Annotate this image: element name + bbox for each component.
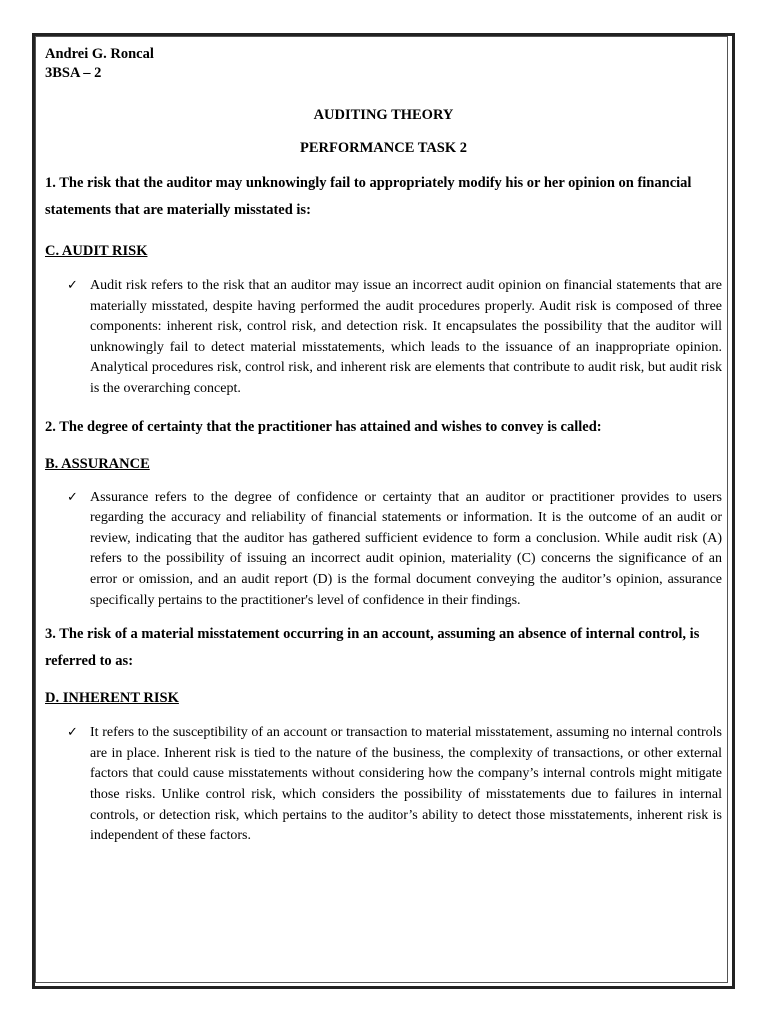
- author-section: 3BSA – 2: [45, 65, 102, 81]
- explanation-3: [45, 723, 722, 847]
- check-mark-icon: ✓: [67, 489, 78, 505]
- explanation-1-text: Audit risk refers to the risk that an auditor may issue an incorrect audit opinion on financial statements that are materially misstated, despite having performed the audit procedures properly. Audit risk is composed of three components: inherent risk, control risk, and detection risk. It encapsulates the possibility that the auditor will unknowingly fail to detect material misstatements, which leads to the issuance of an inappropriate opinion. Analytical procedures risk, control risk, and inherent risk are elements that contribute to audit risk, but audit risk is the overarching concept.: [90, 278, 722, 396]
- course-title: AUDITING THEORY: [313, 107, 454, 123]
- check-mark-icon: ✓: [67, 278, 78, 293]
- answer-3: D. INHERENT RISK: [45, 690, 179, 707]
- document-page: [45, 45, 722, 847]
- explanation-3-text: It refers to the susceptibility of an account or transaction to material misstatement, assuming no internal controls are in place. Inherent risk is tied to the nature of the business, the complexity of transactions, or other external factors that could cause misstatements without considering how the company’s internal controls might mitigate those risks. Unlike control risk, which considers the possibility of misstatements due to failures in internal controls, or detection risk, which pertains to the auditor’s ability to detect those misstatements, inherent risk is independent of these factors.: [90, 725, 722, 844]
- question-1: 1. The risk that the auditor may unknowingly fail to appropriately modify his or her opinion on financial statements that are materially misstated is:: [45, 175, 692, 218]
- author-name: Andrei G. Roncal: [45, 46, 154, 62]
- explanation-1: [45, 276, 722, 400]
- question-2: 2. The degree of certainty that the practitioner has attained and wishes to convey is called:: [45, 418, 602, 435]
- task-title: PERFORMANCE TASK 2: [299, 140, 468, 156]
- question-3: 3. The risk of a material misstatement occurring in an account, assuming an absence of internal control, is referred to as:: [45, 626, 700, 670]
- answer-2: B. ASSURANCE: [45, 455, 150, 472]
- answer-1: C. AUDIT RISK: [45, 243, 148, 259]
- check-mark-icon: ✓: [67, 725, 78, 741]
- explanation-2-text: Assurance refers to the degree of confidence or certainty that an auditor or practitioner provides to users regarding the accuracy and reliability of financial statements or information. It is the outcome of an audit or review, indicating that the auditor has gathered sufficient evidence to form a conclusion. While audit risk (A) refers to the possibility of issuing an incorrect audit opinion, materiality (C) concerns the significance of an error or omission, and an audit report (D) is the formal document conveying the auditor’s opinion, assurance specifically pertains to the practitioner's level of confidence in their findings.: [90, 489, 722, 608]
- explanation-2: [45, 488, 722, 612]
